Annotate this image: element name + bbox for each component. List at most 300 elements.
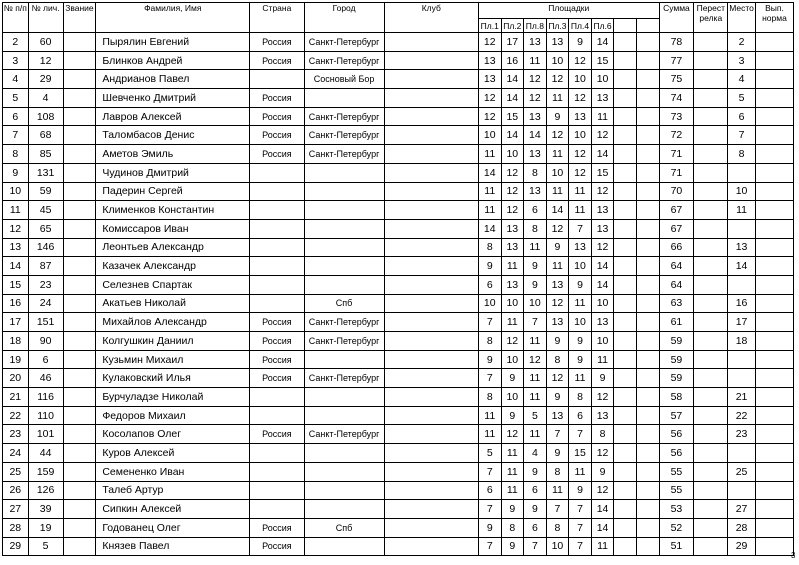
row-country bbox=[250, 500, 304, 519]
row-norma bbox=[755, 425, 793, 444]
row-name: Аметов Эмиль bbox=[96, 145, 250, 164]
row-score: 13 bbox=[569, 238, 592, 257]
row-score: 13 bbox=[591, 313, 614, 332]
row-lic: 159 bbox=[28, 462, 63, 481]
row-mesto bbox=[728, 481, 756, 500]
row-score bbox=[636, 89, 659, 108]
row-score bbox=[614, 70, 637, 89]
row-score: 14 bbox=[501, 70, 524, 89]
row-zvanie bbox=[63, 294, 96, 313]
row-club bbox=[384, 51, 478, 70]
row-perestrelka bbox=[694, 332, 728, 351]
row-lic: 126 bbox=[28, 481, 63, 500]
row-score: 7 bbox=[569, 537, 592, 556]
row-name: Кузьмин Михаил bbox=[96, 350, 250, 369]
row-score bbox=[614, 406, 637, 425]
row-score bbox=[636, 51, 659, 70]
row-club bbox=[384, 163, 478, 182]
row-sum: 71 bbox=[659, 145, 694, 164]
table-row bbox=[3, 481, 794, 500]
row-score: 9 bbox=[591, 369, 614, 388]
row-score: 11 bbox=[546, 257, 569, 276]
row-name: Сипкин Алексей bbox=[96, 500, 250, 519]
row-sum: 56 bbox=[659, 444, 694, 463]
row-score bbox=[636, 350, 659, 369]
row-city bbox=[304, 238, 384, 257]
row-num: 10 bbox=[3, 182, 29, 201]
row-city: Сосновый Бор bbox=[304, 70, 384, 89]
header-sum: Сумма bbox=[659, 3, 694, 33]
row-score: 14 bbox=[501, 126, 524, 145]
row-club bbox=[384, 313, 478, 332]
row-score: 14 bbox=[478, 163, 501, 182]
row-lic: 90 bbox=[28, 332, 63, 351]
row-score: 11 bbox=[524, 369, 547, 388]
row-score bbox=[636, 462, 659, 481]
row-score: 4 bbox=[524, 444, 547, 463]
row-score bbox=[614, 182, 637, 201]
row-mesto: 14 bbox=[728, 257, 756, 276]
row-score: 13 bbox=[524, 107, 547, 126]
table-row bbox=[3, 518, 794, 537]
row-score bbox=[614, 537, 637, 556]
row-num: 28 bbox=[3, 518, 29, 537]
row-lic: 110 bbox=[28, 406, 63, 425]
row-score bbox=[636, 406, 659, 425]
row-score: 15 bbox=[591, 163, 614, 182]
row-city: Спб bbox=[304, 518, 384, 537]
table-row bbox=[3, 107, 794, 126]
row-city: Санкт-Петербург bbox=[304, 332, 384, 351]
row-lic: 19 bbox=[28, 518, 63, 537]
row-country bbox=[250, 481, 304, 500]
row-score: 6 bbox=[524, 518, 547, 537]
row-score: 12 bbox=[524, 89, 547, 108]
table-row bbox=[3, 126, 794, 145]
row-score bbox=[636, 275, 659, 294]
row-sum: 78 bbox=[659, 33, 694, 52]
row-mesto: 2 bbox=[728, 33, 756, 52]
row-lic: 65 bbox=[28, 219, 63, 238]
row-norma bbox=[755, 462, 793, 481]
row-score: 8 bbox=[569, 388, 592, 407]
row-city bbox=[304, 481, 384, 500]
row-perestrelka bbox=[694, 163, 728, 182]
header-court bbox=[636, 19, 659, 33]
row-country: Россия bbox=[250, 51, 304, 70]
row-score bbox=[614, 238, 637, 257]
row-score bbox=[614, 219, 637, 238]
row-perestrelka bbox=[694, 89, 728, 108]
row-score: 7 bbox=[569, 425, 592, 444]
row-name: Пырялин Евгений bbox=[96, 33, 250, 52]
row-name: Таломбасов Денис bbox=[96, 126, 250, 145]
row-lic: 45 bbox=[28, 201, 63, 220]
row-city bbox=[304, 182, 384, 201]
row-club bbox=[384, 238, 478, 257]
row-score bbox=[636, 425, 659, 444]
row-score: 9 bbox=[546, 238, 569, 257]
row-country bbox=[250, 257, 304, 276]
row-city bbox=[304, 350, 384, 369]
row-name: Талеб Артур bbox=[96, 481, 250, 500]
row-city: Санкт-Петербург bbox=[304, 33, 384, 52]
row-city: Санкт-Петербург bbox=[304, 51, 384, 70]
row-score: 12 bbox=[546, 70, 569, 89]
row-mesto: 22 bbox=[728, 406, 756, 425]
row-sum: 64 bbox=[659, 257, 694, 276]
row-name: Блинков Андрей bbox=[96, 51, 250, 70]
row-score: 8 bbox=[546, 462, 569, 481]
row-club bbox=[384, 107, 478, 126]
row-country bbox=[250, 388, 304, 407]
row-score: 14 bbox=[591, 145, 614, 164]
row-sum: 58 bbox=[659, 388, 694, 407]
row-score: 13 bbox=[591, 201, 614, 220]
row-score: 13 bbox=[591, 89, 614, 108]
row-perestrelka bbox=[694, 294, 728, 313]
row-lic: 101 bbox=[28, 425, 63, 444]
row-score: 11 bbox=[591, 350, 614, 369]
row-sum: 73 bbox=[659, 107, 694, 126]
row-lic: 6 bbox=[28, 350, 63, 369]
table-row bbox=[3, 369, 794, 388]
row-name: Косолапов Олег bbox=[96, 425, 250, 444]
table-row bbox=[3, 51, 794, 70]
row-score bbox=[636, 219, 659, 238]
row-num: 6 bbox=[3, 107, 29, 126]
header-zvanie: Звание bbox=[63, 3, 96, 33]
row-score: 7 bbox=[546, 425, 569, 444]
row-score: 9 bbox=[546, 107, 569, 126]
row-norma bbox=[755, 145, 793, 164]
row-mesto: 16 bbox=[728, 294, 756, 313]
row-zvanie bbox=[63, 425, 96, 444]
row-score: 15 bbox=[569, 444, 592, 463]
row-perestrelka bbox=[694, 257, 728, 276]
row-zvanie bbox=[63, 444, 96, 463]
row-score: 12 bbox=[501, 201, 524, 220]
row-norma bbox=[755, 406, 793, 425]
header-city: Город bbox=[304, 3, 384, 33]
header-norma: Вып. норма bbox=[755, 3, 793, 33]
row-lic: 24 bbox=[28, 294, 63, 313]
row-sum: 51 bbox=[659, 537, 694, 556]
row-name: Селезнев Спартак bbox=[96, 275, 250, 294]
row-score bbox=[614, 89, 637, 108]
row-score: 9 bbox=[501, 500, 524, 519]
row-club bbox=[384, 462, 478, 481]
row-score: 6 bbox=[478, 275, 501, 294]
row-score: 11 bbox=[524, 332, 547, 351]
row-country bbox=[250, 182, 304, 201]
row-score: 16 bbox=[501, 51, 524, 70]
row-score: 12 bbox=[569, 145, 592, 164]
row-score bbox=[614, 369, 637, 388]
row-num: 7 bbox=[3, 126, 29, 145]
row-lic: 116 bbox=[28, 388, 63, 407]
table-row bbox=[3, 537, 794, 556]
row-country: Россия bbox=[250, 332, 304, 351]
row-zvanie bbox=[63, 51, 96, 70]
row-zvanie bbox=[63, 350, 96, 369]
row-score: 8 bbox=[478, 388, 501, 407]
row-zvanie bbox=[63, 70, 96, 89]
row-sum: 66 bbox=[659, 238, 694, 257]
row-sum: 70 bbox=[659, 182, 694, 201]
table-row bbox=[3, 462, 794, 481]
row-perestrelka bbox=[694, 481, 728, 500]
row-num: 13 bbox=[3, 238, 29, 257]
row-city bbox=[304, 201, 384, 220]
row-score: 13 bbox=[546, 33, 569, 52]
row-score: 9 bbox=[569, 350, 592, 369]
row-norma bbox=[755, 51, 793, 70]
row-sum: 71 bbox=[659, 163, 694, 182]
row-mesto bbox=[728, 163, 756, 182]
row-score: 9 bbox=[546, 388, 569, 407]
row-score: 12 bbox=[591, 238, 614, 257]
row-country: Россия bbox=[250, 126, 304, 145]
row-score: 10 bbox=[569, 313, 592, 332]
row-score bbox=[614, 425, 637, 444]
row-score: 10 bbox=[546, 537, 569, 556]
row-score: 10 bbox=[591, 294, 614, 313]
row-score: 9 bbox=[546, 444, 569, 463]
row-score: 11 bbox=[524, 388, 547, 407]
row-country: Россия bbox=[250, 369, 304, 388]
header-court: Пл.4 bbox=[569, 19, 592, 33]
header-court: Пл.8 bbox=[524, 19, 547, 33]
row-score: 7 bbox=[524, 313, 547, 332]
row-city bbox=[304, 462, 384, 481]
row-score bbox=[614, 294, 637, 313]
row-score: 9 bbox=[569, 332, 592, 351]
row-num: 16 bbox=[3, 294, 29, 313]
row-score bbox=[636, 107, 659, 126]
row-score bbox=[636, 313, 659, 332]
row-score bbox=[614, 481, 637, 500]
row-score: 14 bbox=[524, 126, 547, 145]
row-club bbox=[384, 219, 478, 238]
row-mesto: 21 bbox=[728, 388, 756, 407]
row-score: 12 bbox=[501, 163, 524, 182]
row-norma bbox=[755, 350, 793, 369]
row-score: 12 bbox=[501, 332, 524, 351]
row-country bbox=[250, 201, 304, 220]
row-score: 11 bbox=[501, 257, 524, 276]
row-num: 12 bbox=[3, 219, 29, 238]
row-num: 20 bbox=[3, 369, 29, 388]
row-perestrelka bbox=[694, 51, 728, 70]
row-num: 27 bbox=[3, 500, 29, 519]
row-zvanie bbox=[63, 332, 96, 351]
row-city: Спб bbox=[304, 294, 384, 313]
row-score: 11 bbox=[524, 425, 547, 444]
row-score: 9 bbox=[501, 406, 524, 425]
row-score bbox=[636, 238, 659, 257]
row-club bbox=[384, 275, 478, 294]
table-row bbox=[3, 238, 794, 257]
row-club bbox=[384, 369, 478, 388]
row-score bbox=[636, 33, 659, 52]
row-score bbox=[614, 332, 637, 351]
row-mesto: 4 bbox=[728, 70, 756, 89]
row-norma bbox=[755, 219, 793, 238]
row-score: 14 bbox=[591, 518, 614, 537]
row-score: 14 bbox=[478, 219, 501, 238]
row-zvanie bbox=[63, 145, 96, 164]
header-court: Пл.3 bbox=[546, 19, 569, 33]
row-sum: 72 bbox=[659, 126, 694, 145]
row-score: 12 bbox=[478, 89, 501, 108]
row-zvanie bbox=[63, 313, 96, 332]
row-perestrelka bbox=[694, 182, 728, 201]
row-club bbox=[384, 388, 478, 407]
table-row bbox=[3, 219, 794, 238]
row-mesto: 10 bbox=[728, 182, 756, 201]
row-score: 7 bbox=[569, 500, 592, 519]
row-score: 10 bbox=[501, 145, 524, 164]
row-score bbox=[636, 182, 659, 201]
row-score: 12 bbox=[591, 182, 614, 201]
row-score: 12 bbox=[501, 425, 524, 444]
row-lic: 151 bbox=[28, 313, 63, 332]
row-lic: 87 bbox=[28, 257, 63, 276]
row-perestrelka bbox=[694, 500, 728, 519]
row-score: 12 bbox=[591, 481, 614, 500]
row-zvanie bbox=[63, 107, 96, 126]
row-city bbox=[304, 537, 384, 556]
row-sum: 77 bbox=[659, 51, 694, 70]
row-name: Чудинов Дмитрий bbox=[96, 163, 250, 182]
row-num: 17 bbox=[3, 313, 29, 332]
row-score: 12 bbox=[591, 388, 614, 407]
row-score bbox=[614, 444, 637, 463]
row-score: 14 bbox=[591, 33, 614, 52]
row-norma bbox=[755, 33, 793, 52]
row-name: Кулаковский Илья bbox=[96, 369, 250, 388]
row-lic: 146 bbox=[28, 238, 63, 257]
row-name: Годованец Олег bbox=[96, 518, 250, 537]
row-mesto: 8 bbox=[728, 145, 756, 164]
row-city bbox=[304, 388, 384, 407]
row-score: 13 bbox=[501, 219, 524, 238]
row-score: 10 bbox=[546, 51, 569, 70]
table-row bbox=[3, 332, 794, 351]
header-mesto: Место bbox=[728, 3, 756, 33]
row-score: 7 bbox=[478, 537, 501, 556]
row-zvanie bbox=[63, 500, 96, 519]
row-num: 15 bbox=[3, 275, 29, 294]
row-perestrelka bbox=[694, 537, 728, 556]
row-zvanie bbox=[63, 182, 96, 201]
row-score: 12 bbox=[546, 219, 569, 238]
row-country: Россия bbox=[250, 537, 304, 556]
row-score: 10 bbox=[569, 70, 592, 89]
row-city: Санкт-Петербург bbox=[304, 369, 384, 388]
row-score: 14 bbox=[501, 89, 524, 108]
row-score: 9 bbox=[546, 332, 569, 351]
row-norma bbox=[755, 537, 793, 556]
row-mesto: 17 bbox=[728, 313, 756, 332]
row-score: 9 bbox=[524, 257, 547, 276]
row-score: 11 bbox=[501, 481, 524, 500]
row-score: 14 bbox=[591, 257, 614, 276]
table-row bbox=[3, 350, 794, 369]
row-club bbox=[384, 481, 478, 500]
row-perestrelka bbox=[694, 275, 728, 294]
row-score bbox=[614, 201, 637, 220]
row-num: 26 bbox=[3, 481, 29, 500]
row-score: 11 bbox=[546, 182, 569, 201]
row-city bbox=[304, 89, 384, 108]
row-country: Россия bbox=[250, 425, 304, 444]
row-zvanie bbox=[63, 518, 96, 537]
row-sum: 52 bbox=[659, 518, 694, 537]
row-sum: 53 bbox=[659, 500, 694, 519]
row-score: 6 bbox=[524, 201, 547, 220]
row-perestrelka bbox=[694, 350, 728, 369]
row-score: 10 bbox=[478, 126, 501, 145]
row-norma bbox=[755, 388, 793, 407]
row-city: Санкт-Петербург bbox=[304, 126, 384, 145]
row-perestrelka bbox=[694, 70, 728, 89]
row-mesto: 23 bbox=[728, 425, 756, 444]
row-country: Россия bbox=[250, 145, 304, 164]
row-score: 7 bbox=[478, 313, 501, 332]
row-score bbox=[636, 145, 659, 164]
row-score: 11 bbox=[478, 182, 501, 201]
row-score: 12 bbox=[569, 89, 592, 108]
row-norma bbox=[755, 275, 793, 294]
row-score: 14 bbox=[591, 275, 614, 294]
row-num: 14 bbox=[3, 257, 29, 276]
row-score: 11 bbox=[591, 537, 614, 556]
row-score: 5 bbox=[524, 406, 547, 425]
row-num: 5 bbox=[3, 89, 29, 108]
row-score bbox=[614, 51, 637, 70]
row-score: 11 bbox=[501, 444, 524, 463]
table-row bbox=[3, 313, 794, 332]
table-row bbox=[3, 388, 794, 407]
row-zvanie bbox=[63, 257, 96, 276]
row-norma bbox=[755, 481, 793, 500]
table-row bbox=[3, 33, 794, 52]
row-mesto: 28 bbox=[728, 518, 756, 537]
row-mesto: 25 bbox=[728, 462, 756, 481]
row-lic: 29 bbox=[28, 70, 63, 89]
row-num: 21 bbox=[3, 388, 29, 407]
table-row bbox=[3, 275, 794, 294]
page-number: 3 bbox=[791, 551, 796, 560]
row-score: 10 bbox=[591, 70, 614, 89]
row-club bbox=[384, 444, 478, 463]
header-ploshchadki: Площадки bbox=[478, 3, 659, 19]
row-score: 11 bbox=[569, 462, 592, 481]
row-score: 7 bbox=[569, 518, 592, 537]
row-lic: 5 bbox=[28, 537, 63, 556]
row-score: 10 bbox=[501, 294, 524, 313]
header-court bbox=[614, 19, 637, 33]
row-name: Казачек Александр bbox=[96, 257, 250, 276]
row-club bbox=[384, 89, 478, 108]
row-score: 11 bbox=[569, 182, 592, 201]
row-name: Акатьев Николай bbox=[96, 294, 250, 313]
row-country bbox=[250, 70, 304, 89]
row-perestrelka bbox=[694, 126, 728, 145]
row-score: 9 bbox=[569, 33, 592, 52]
